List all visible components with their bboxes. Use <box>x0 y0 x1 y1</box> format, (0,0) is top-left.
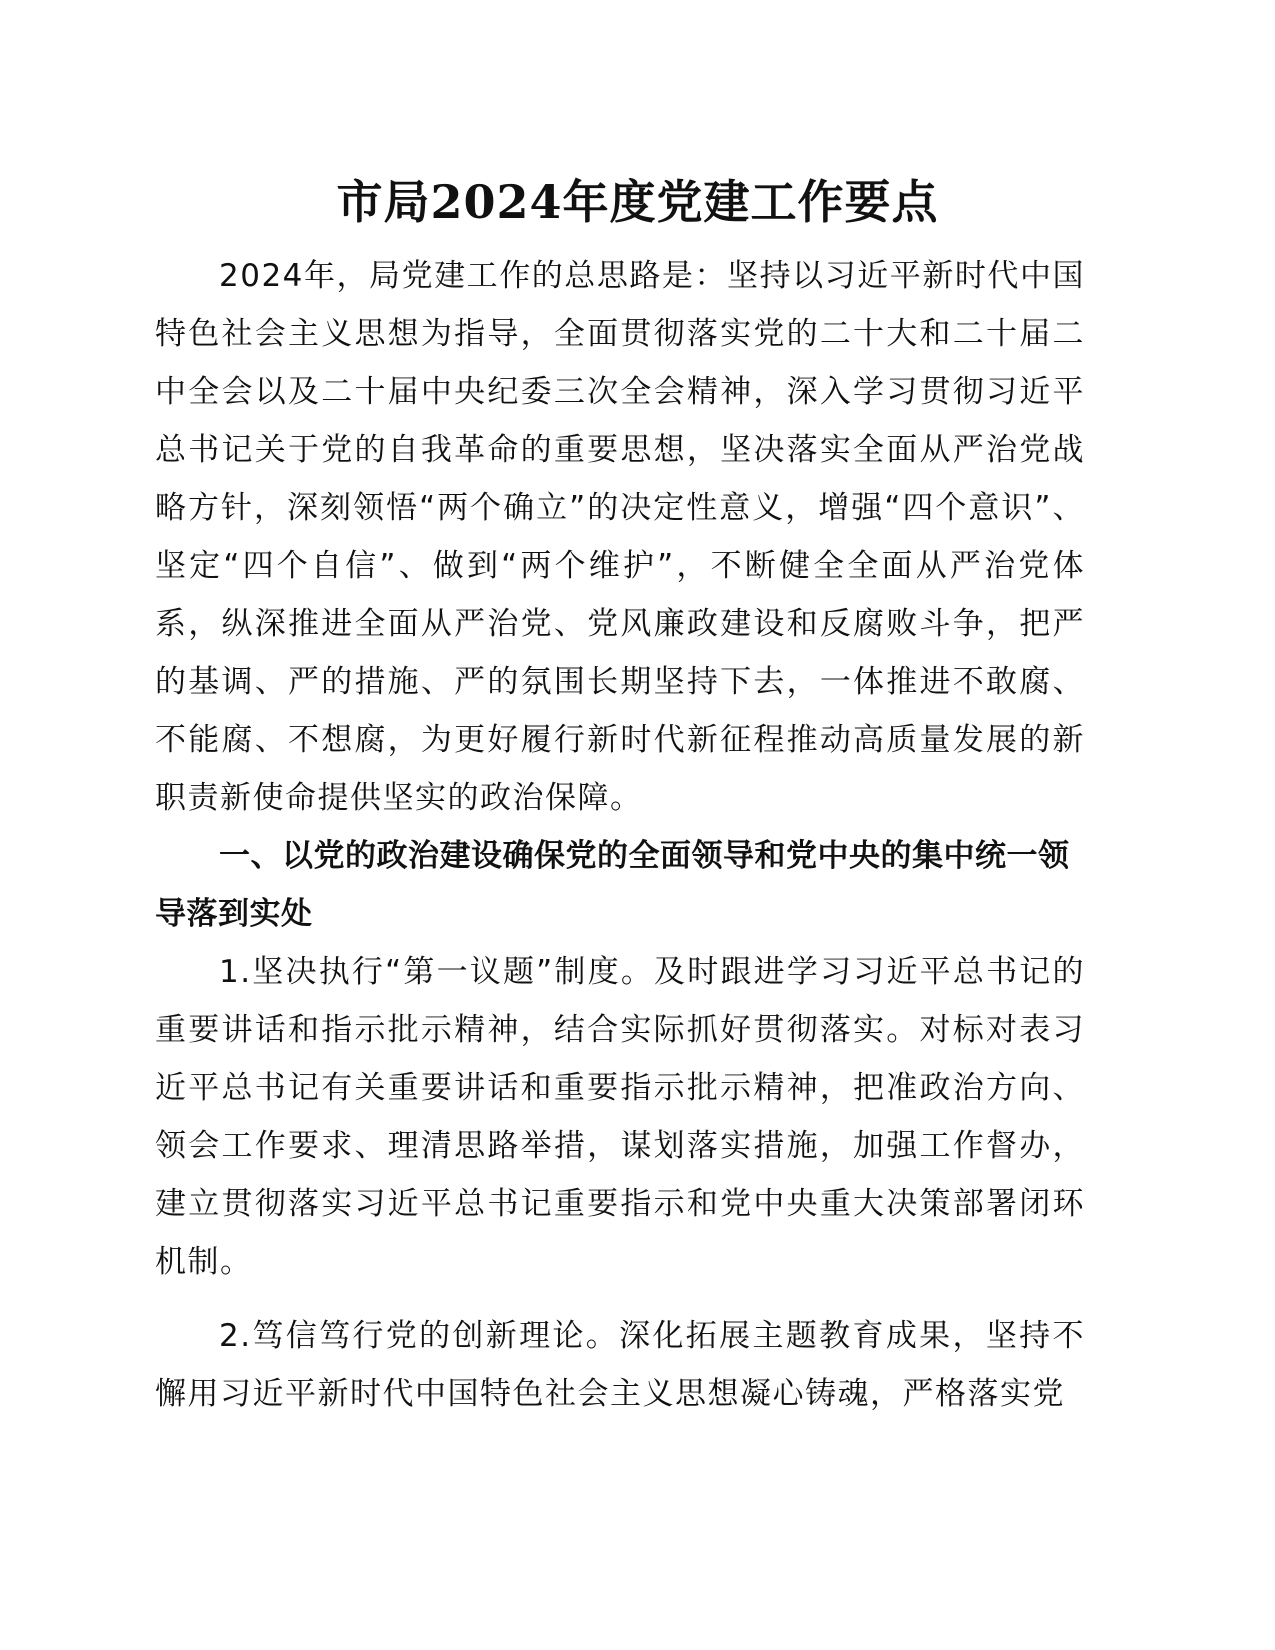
item-paragraph-2: 2.笃信笃行党的创新理论。深化拓展主题教育成果，坚持不懈用习近平新时代中国特色社会主义思想凝心铸魂，严格落实党 <box>155 1318 1085 1412</box>
document-title: 市局2024年度党建工作要点 <box>336 175 939 229</box>
item-paragraph-1: 1.坚决执行“第一议题”制度。及时跟进学习习近平总书记的重要讲话和指示批示精神，结合实际抓好贯彻落实。对标对表习近平总书记有关重要讲话和重要指示批示精神，把准政治方向、领会工作要求、理清思路举措，谋划落实措施，加强工作督办，建立贯彻落实习近平总书记重要指示和党中央重大决策部署闭环机制。 <box>155 954 1085 1280</box>
intro-paragraph: 2024年，局党建工作的总思路是：坚持以习近平新时代中国特色社会主义思想为指导，全面贯彻落实党的二十大和二十届二中全会以及二十届中央纪委三次全会精神，深入学习贯彻习近平总书记关于党的自我革命的重要思想，坚决落实全面从严治党战略方针，深刻领悟“两个确立”的决定性意义，增强“四个意识”、坚定“四个自信”、做到“两个维护”，不断健全全面从严治党体系，纵深推进全面从严治党、党风廉政建设和反腐败斗争，把严的基调、严的措施、严的氛围长期坚持下去，一体推进不敢腐、不能腐、不想腐，为更好履行新时代新征程推动高质量发展的新职责新使命提供坚实的政治保障。 <box>155 258 1085 816</box>
section-heading-1: 一、以党的政治建设确保党的全面领导和党中央的集中统一领导落到实处 <box>155 838 1070 932</box>
document-body <box>155 247 1085 1423</box>
paragraph-gap <box>155 1291 1085 1307</box>
